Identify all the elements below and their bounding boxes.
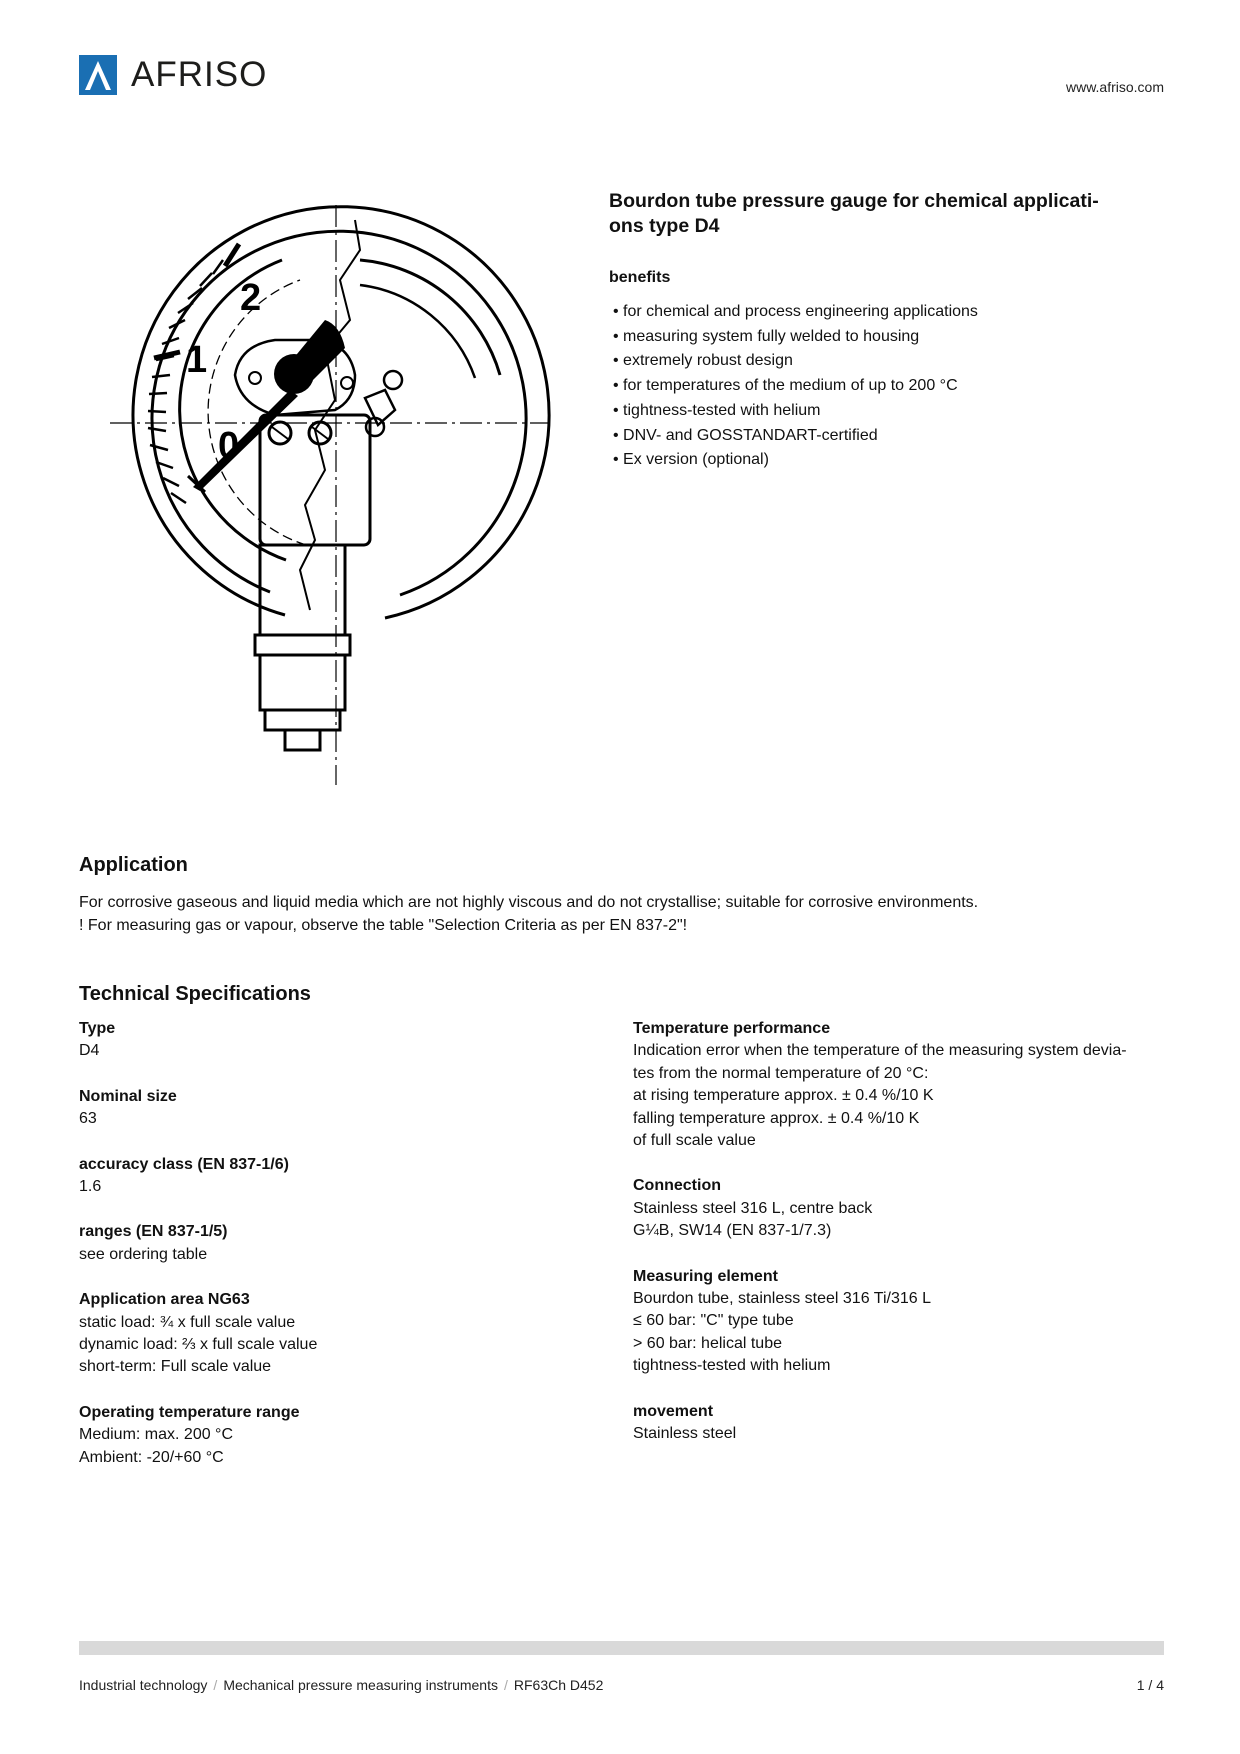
spec-label: Nominal size bbox=[79, 1087, 177, 1105]
spec-label: Temperature performance bbox=[633, 1020, 831, 1037]
spec-label: accuracy class (EN 837-1/6) bbox=[79, 1155, 289, 1173]
breadcrumb-item: RF63Ch D452 bbox=[513, 1677, 604, 1693]
benefit-item: • tightness-tested with helium bbox=[613, 399, 978, 424]
spec-block bbox=[79, 1018, 609, 1063]
spec-label: movement bbox=[633, 1402, 714, 1420]
benefit-item: • DNV- and GOSSTANDART-certified bbox=[613, 424, 978, 449]
dial-number-2: 2 bbox=[240, 277, 262, 319]
brand-logo bbox=[79, 55, 267, 95]
spec-value: short-term: Full scale value bbox=[79, 1358, 272, 1376]
benefit-item: • extremely robust design bbox=[613, 349, 978, 374]
spec-value: Bourdon tube, stainless steel 316 Ti/316 L bbox=[633, 1290, 931, 1308]
spec-value: > 60 bar: helical tube bbox=[633, 1334, 782, 1352]
application-text bbox=[79, 892, 1159, 937]
spec-block bbox=[79, 1289, 609, 1379]
footer-divider-bar bbox=[79, 1641, 1164, 1655]
tech-specs-left-column bbox=[79, 1018, 609, 1492]
breadcrumb-item[interactable]: Mechanical pressure measuring instruments bbox=[223, 1677, 498, 1693]
product-title bbox=[609, 189, 1169, 239]
pressure-gauge-cutaway-drawing bbox=[110, 200, 560, 795]
spec-value: dynamic load: ⅔ x full scale value bbox=[79, 1336, 318, 1354]
spec-value: D4 bbox=[79, 1042, 100, 1060]
spec-label: Application area NG63 bbox=[79, 1291, 250, 1309]
product-title-line-2: ons type D4 bbox=[609, 215, 720, 237]
spec-value: at rising temperature approx. ± 0.4 %/10 K bbox=[633, 1087, 934, 1105]
benefit-item: • for chemical and process engineering applications bbox=[613, 300, 978, 325]
afriso-triangle-logo-icon bbox=[79, 55, 117, 95]
breadcrumb-item[interactable]: Industrial technology bbox=[79, 1677, 208, 1693]
spec-value: falling temperature approx. ± 0.4 %/10 K bbox=[633, 1109, 920, 1127]
footer bbox=[79, 1677, 1164, 1693]
spec-value: Ambient: -20/+60 °C bbox=[79, 1448, 224, 1466]
benefits-heading: benefits bbox=[609, 269, 671, 286]
spec-value: G¼B, SW14 (EN 837-1/7.3) bbox=[633, 1222, 832, 1240]
benefits-list bbox=[613, 300, 978, 473]
spec-value: Indication error when the temperature of the measuring system devia- bbox=[633, 1042, 1127, 1060]
spec-label: Connection bbox=[633, 1177, 721, 1195]
tech-specs-right-column bbox=[633, 1018, 1163, 1469]
spec-value: Stainless steel bbox=[633, 1425, 737, 1443]
spec-block bbox=[633, 1401, 1163, 1446]
application-heading: Application bbox=[79, 854, 188, 876]
spec-block bbox=[633, 1175, 1163, 1242]
spec-block bbox=[79, 1402, 609, 1469]
spec-value: 1.6 bbox=[79, 1178, 102, 1196]
spec-value: see ordering table bbox=[79, 1245, 208, 1263]
spec-block bbox=[633, 1266, 1163, 1378]
spec-value: of full scale value bbox=[633, 1132, 756, 1150]
product-title-line-1: Bourdon tube pressure gauge for chemical applicati- bbox=[609, 190, 1099, 212]
page-number: 1 / 4 bbox=[1136, 1677, 1164, 1693]
spec-value: tes from the normal temperature of 20 °C: bbox=[633, 1064, 929, 1082]
benefit-item: • measuring system fully welded to housing bbox=[613, 325, 978, 350]
spec-value: static load: ¾ x full scale value bbox=[79, 1313, 296, 1331]
spec-block bbox=[79, 1154, 609, 1199]
dial-number-0: 0 bbox=[218, 425, 240, 467]
spec-label: ranges (EN 837-1/5) bbox=[79, 1223, 228, 1241]
spec-value: tightness-tested with helium bbox=[633, 1357, 831, 1375]
application-line-1: For corrosive gaseous and liquid media which are not highly viscous and do not crystallise; suitable for corrosive environments. bbox=[79, 894, 979, 911]
website-link[interactable]: www.afriso.com bbox=[1065, 79, 1164, 95]
spec-label: Measuring element bbox=[633, 1267, 778, 1285]
breadcrumb-separator: / bbox=[504, 1677, 508, 1693]
benefit-item: • for temperatures of the medium of up to 200 °C bbox=[613, 374, 978, 399]
breadcrumb-separator: / bbox=[213, 1677, 218, 1693]
spec-value: 63 bbox=[79, 1110, 97, 1128]
spec-block bbox=[79, 1221, 609, 1266]
application-line-2: ! For measuring gas or vapour, observe the table "Selection Criteria as per EN 837-2"! bbox=[79, 916, 688, 934]
spec-label: Operating temperature range bbox=[79, 1403, 300, 1421]
spec-block bbox=[633, 1018, 1163, 1152]
spec-value: Medium: max. 200 °C bbox=[79, 1426, 234, 1444]
benefit-item: • Ex version (optional) bbox=[613, 448, 978, 473]
spec-block bbox=[79, 1086, 609, 1131]
brand-name: AFRISO bbox=[131, 55, 268, 94]
spec-label: Type bbox=[79, 1020, 116, 1037]
tech-specs-heading: Technical Specifications bbox=[79, 983, 311, 1005]
dial-number-1: 1 bbox=[186, 339, 208, 381]
spec-value: Stainless steel 316 L, centre back bbox=[633, 1199, 873, 1217]
spec-value: ≤ 60 bar: "C" type tube bbox=[633, 1312, 794, 1330]
